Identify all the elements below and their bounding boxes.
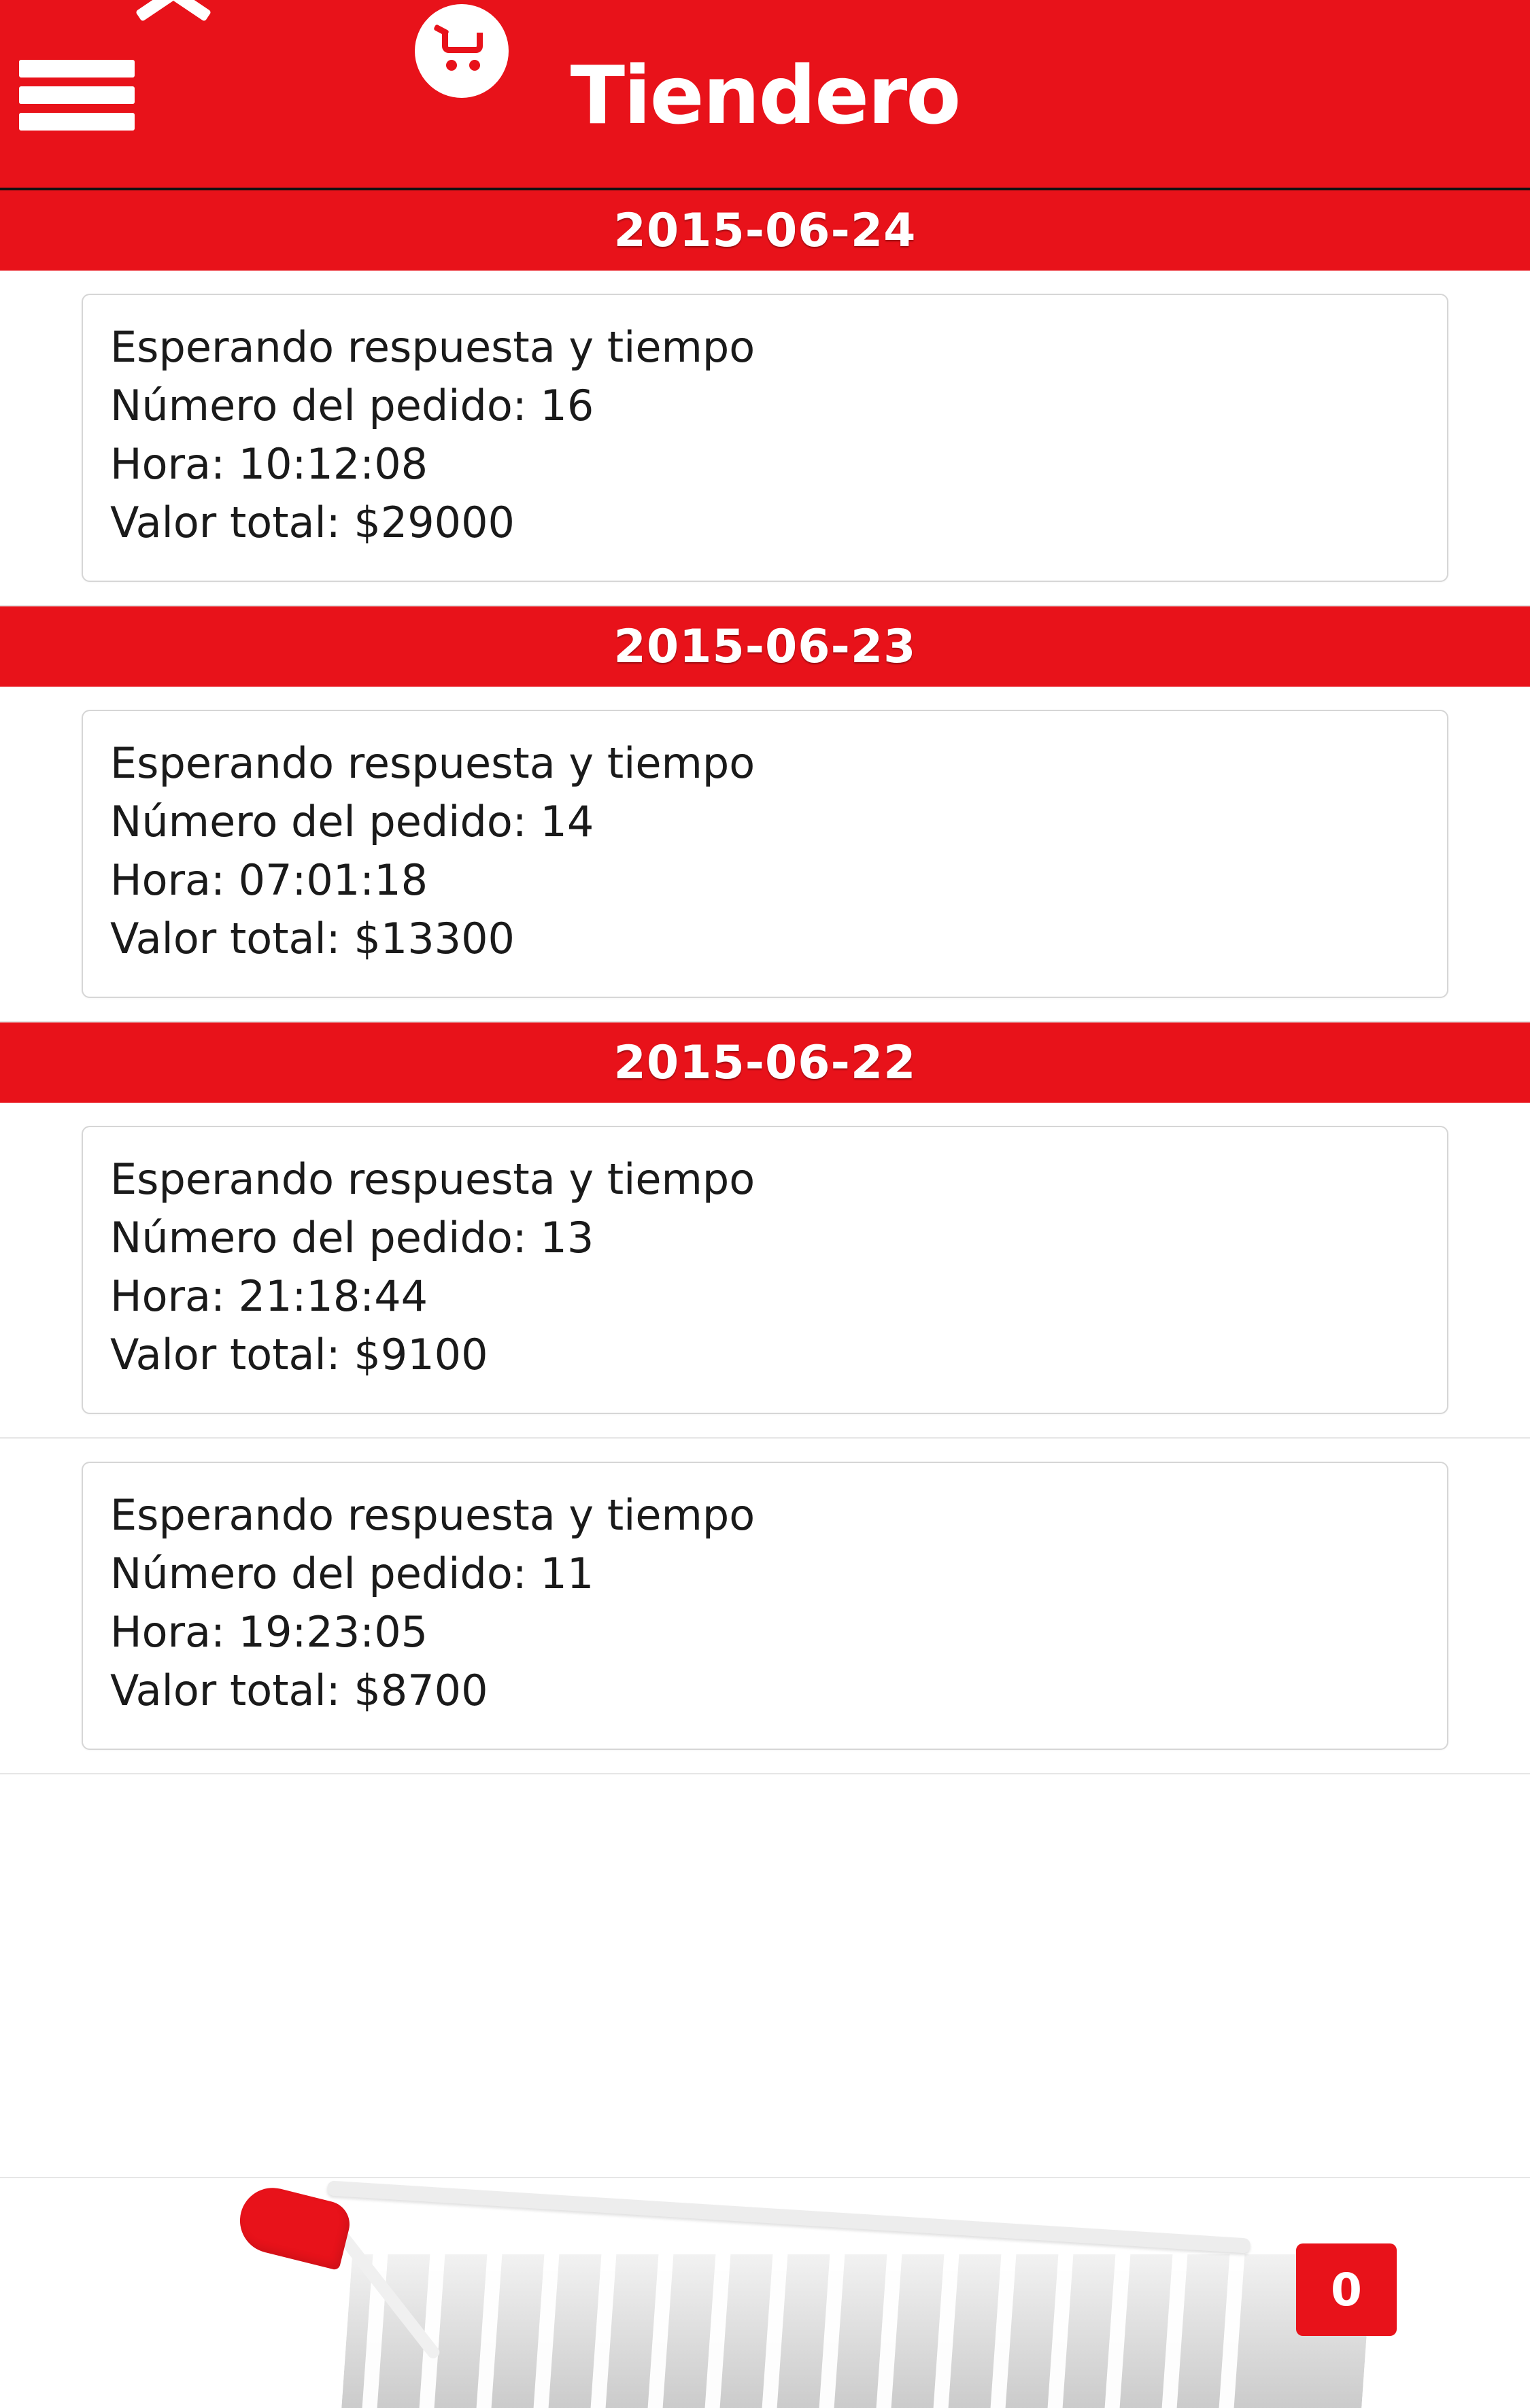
- logo-cart-basket: [442, 33, 483, 53]
- logo-text: Tiendero: [570, 48, 960, 142]
- order-total: Valor total: $29000: [110, 498, 515, 547]
- cart-handle-bar: [327, 2180, 1251, 2253]
- order-time: Hora: 19:23:05: [110, 1607, 428, 1657]
- logo-cart-icon: [434, 30, 491, 73]
- shopping-cart-icon[interactable]: [224, 2189, 1285, 2408]
- date-header-2015-06-24: [0, 190, 1530, 271]
- list-item[interactable]: [0, 271, 1530, 606]
- order-status: Esperando respuesta y tiempo: [110, 1154, 755, 1204]
- order-total: Valor total: $13300: [110, 914, 515, 963]
- cart-bar: [476, 2254, 503, 2408]
- cart-bar: [1219, 2254, 1245, 2408]
- cart-bar: [647, 2254, 674, 2408]
- order-total: Valor total: $8700: [110, 1666, 488, 1715]
- cart-count-label: 0: [1331, 2263, 1362, 2316]
- order-status: Esperando respuesta y tiempo: [110, 738, 755, 788]
- cart-bar: [533, 2254, 560, 2408]
- order-time: Hora: 10:12:08: [110, 439, 428, 489]
- logo-cart-wheel-right: [469, 60, 480, 71]
- cart-bar: [590, 2254, 617, 2408]
- date-header-2015-06-22: [0, 1022, 1530, 1103]
- order-number: Número del pedido: 16: [110, 381, 594, 430]
- cart-bar: [704, 2254, 731, 2408]
- app-header: [0, 0, 1530, 190]
- cart-count-badge[interactable]: [1296, 2243, 1397, 2336]
- order-time: Hora: 07:01:18: [110, 855, 428, 905]
- order-group-0: [0, 271, 1530, 606]
- logo-cart-wheel-left: [446, 60, 457, 71]
- order-total: Valor total: $9100: [110, 1330, 488, 1379]
- menu-bar-1: [19, 60, 135, 78]
- list-item[interactable]: [0, 687, 1530, 1022]
- order-time: Hora: 21:18:44: [110, 1271, 428, 1321]
- cart-bar: [990, 2254, 1017, 2408]
- logo-cart-handle: [433, 24, 449, 36]
- order-number: Número del pedido: 14: [110, 797, 594, 846]
- order-status: Esperando respuesta y tiempo: [110, 322, 755, 372]
- cart-basket-bars: [341, 2254, 1373, 2408]
- date-header-label: 2015-06-23: [613, 619, 917, 674]
- cart-bar: [933, 2254, 959, 2408]
- list-item[interactable]: [0, 1103, 1530, 1439]
- app-logo: [0, 0, 1530, 190]
- cart-bar: [819, 2254, 845, 2408]
- hamburger-menu-icon[interactable]: [19, 48, 135, 143]
- order-card[interactable]: [82, 1126, 1448, 1414]
- menu-bar-3: [19, 113, 135, 131]
- cart-bar: [1104, 2254, 1131, 2408]
- order-number: Número del pedido: 13: [110, 1213, 594, 1262]
- menu-bar-2: [19, 86, 135, 104]
- date-header-label: 2015-06-22: [613, 1035, 917, 1090]
- cart-footer[interactable]: [0, 2177, 1530, 2408]
- order-card[interactable]: [82, 710, 1448, 998]
- cart-bar: [762, 2254, 788, 2408]
- order-status: Esperando respuesta y tiempo: [110, 1490, 755, 1540]
- order-number: Número del pedido: 11: [110, 1549, 594, 1598]
- list-item[interactable]: [0, 1439, 1530, 1774]
- order-group-2: [0, 1103, 1530, 1774]
- date-header-2015-06-23: [0, 606, 1530, 687]
- order-card[interactable]: [82, 294, 1448, 582]
- cart-bar: [1161, 2254, 1188, 2408]
- cart-bar: [876, 2254, 902, 2408]
- cart-bar: [1047, 2254, 1074, 2408]
- order-group-1: [0, 687, 1530, 1022]
- date-header-label: 2015-06-24: [613, 203, 917, 258]
- logo-circle: [415, 4, 509, 98]
- logo-roof-icon: [135, 0, 200, 20]
- order-card[interactable]: [82, 1462, 1448, 1750]
